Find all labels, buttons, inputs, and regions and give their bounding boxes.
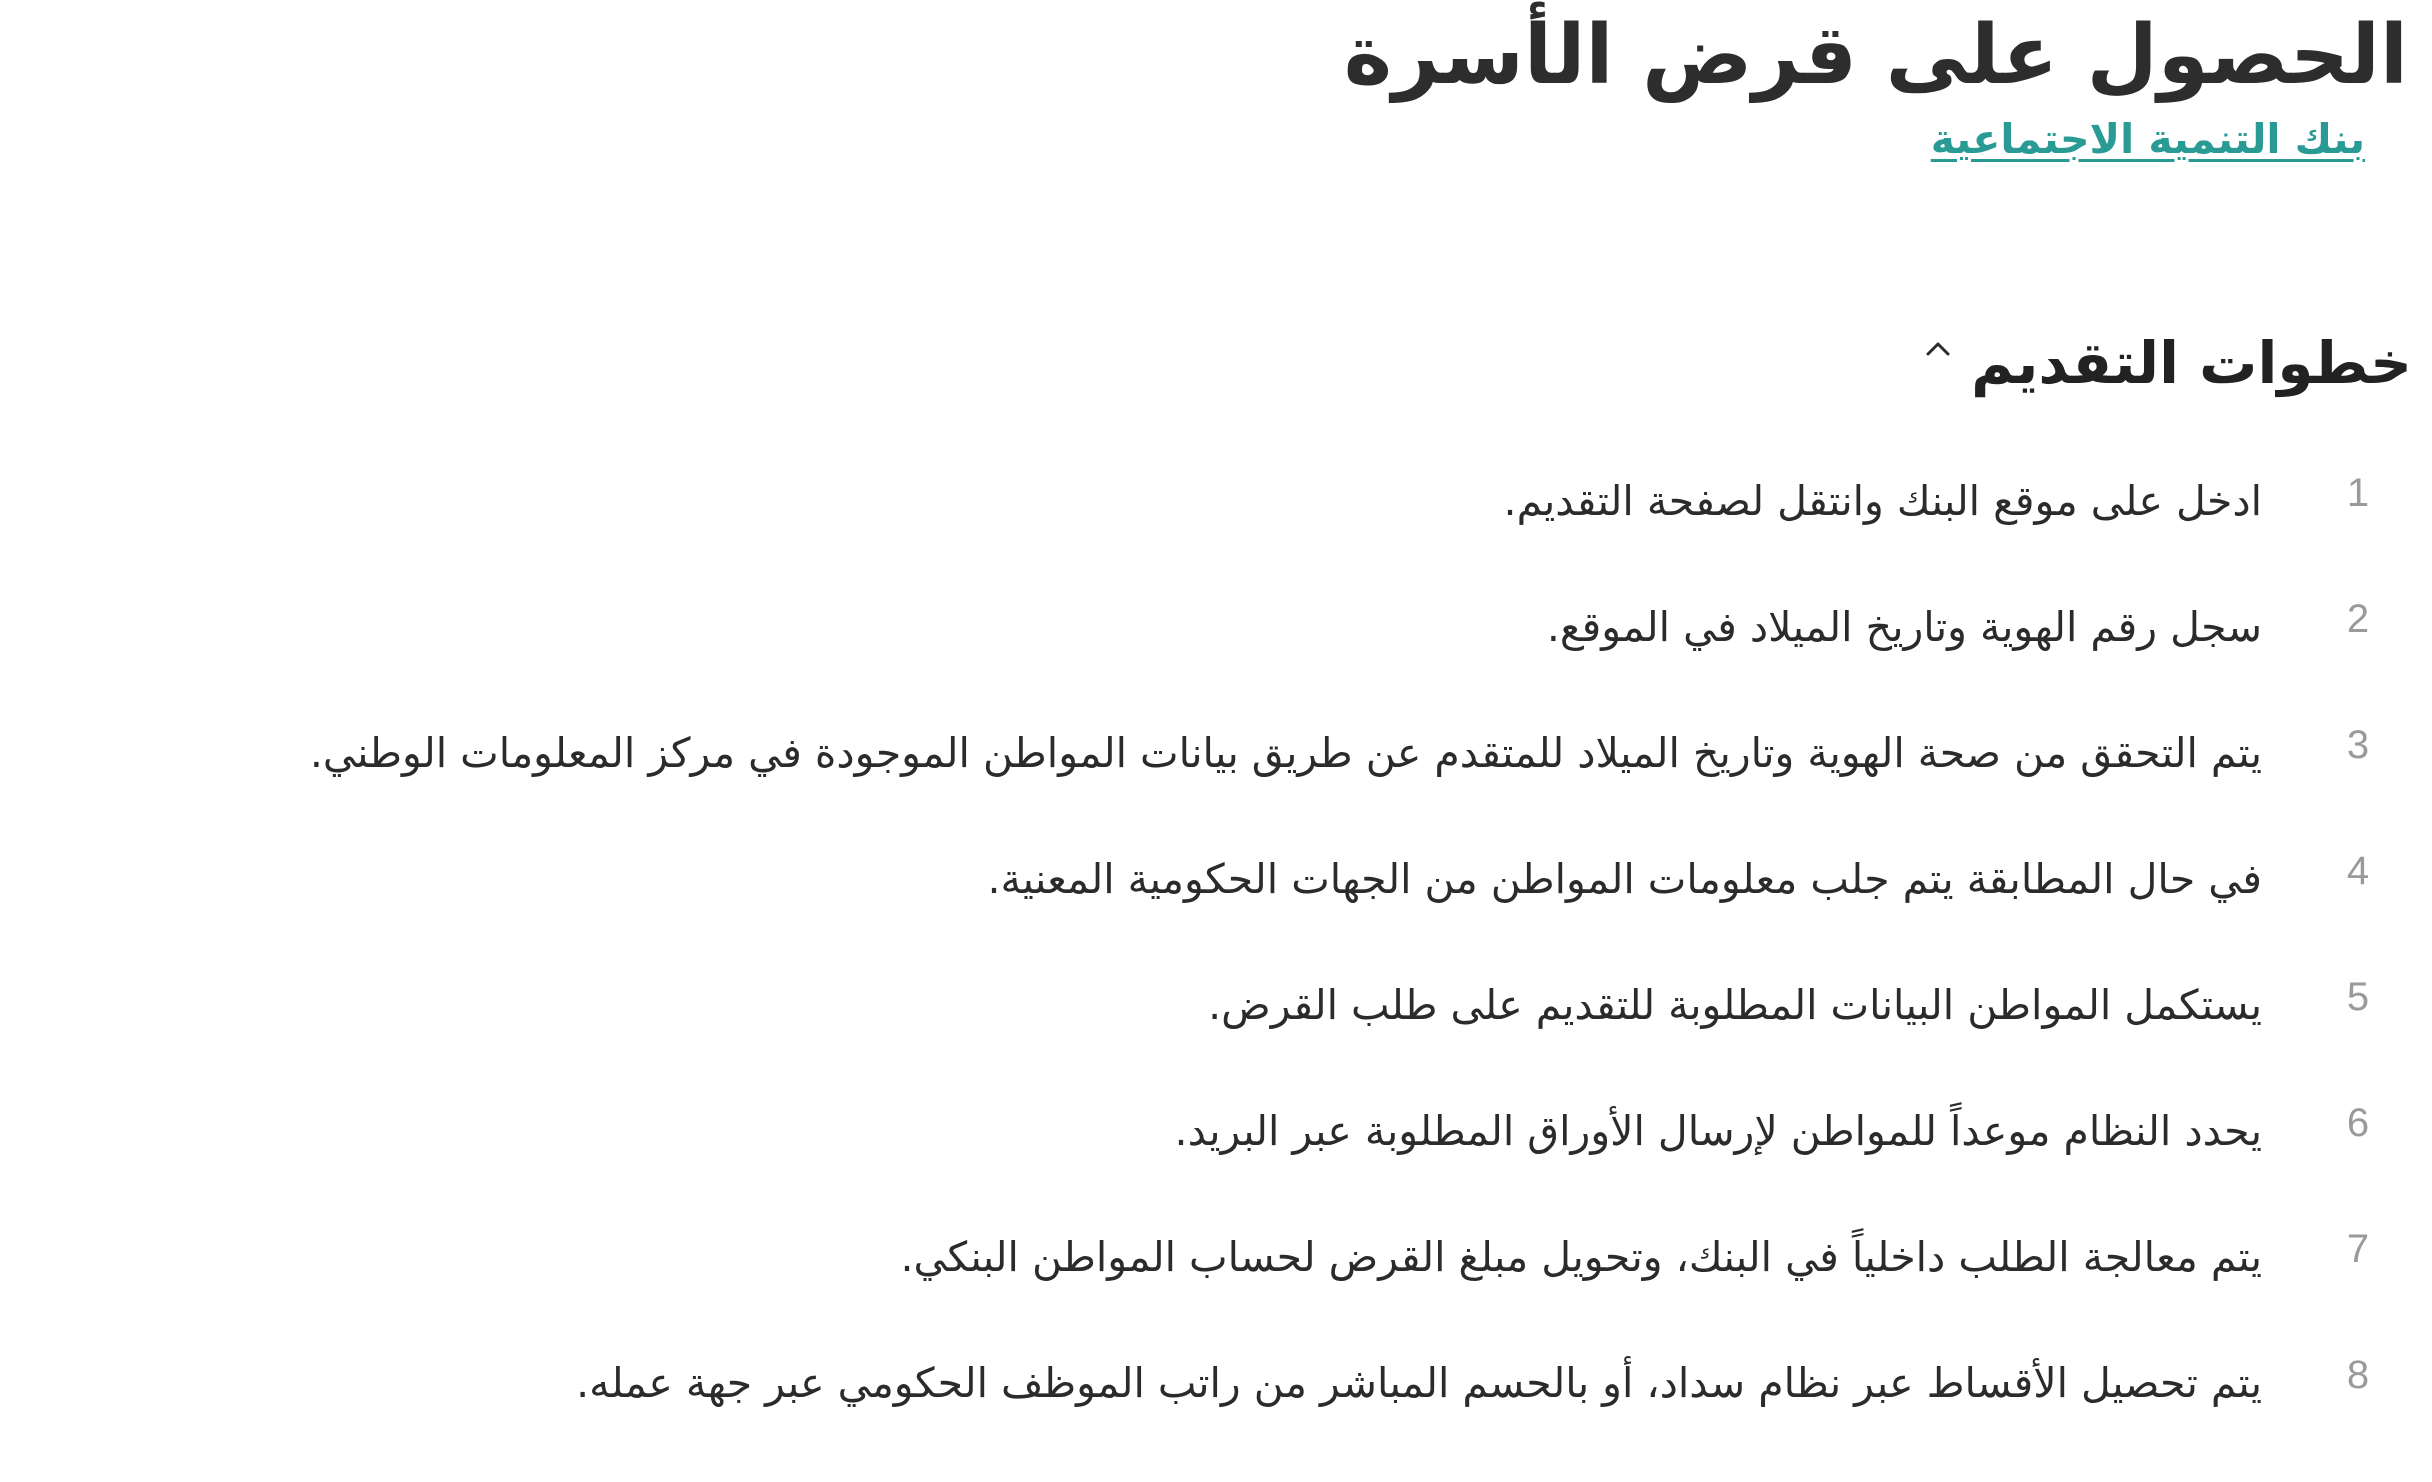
- step-number: 7: [2346, 1227, 2370, 1271]
- provider-link[interactable]: بنك التنمية الاجتماعية: [1930, 115, 2365, 163]
- list-item: [0, 1208, 2432, 1334]
- list-item: [0, 452, 2432, 578]
- section-title: خطوات التقديم: [1971, 329, 2412, 397]
- page-title: الحصول على قرض الأسرة: [1343, 8, 2408, 103]
- list-item: [0, 704, 2432, 830]
- step-text: يتم معالجة الطلب داخلياً في البنك، وتحويل مبلغ القرض لحساب المواطن البنكي.: [900, 1233, 2262, 1281]
- step-number: 4: [2346, 849, 2370, 893]
- list-item: [0, 830, 2432, 956]
- list-item: [0, 956, 2432, 1082]
- step-text: ادخل على موقع البنك وانتقل لصفحة التقديم.: [1503, 477, 2262, 525]
- step-text: في حال المطابقة يتم جلب معلومات المواطن من الجهات الحكومية المعنية.: [987, 855, 2262, 903]
- step-number: 2: [2346, 597, 2370, 641]
- step-number: 5: [2346, 975, 2370, 1019]
- step-number: 8: [2346, 1353, 2370, 1397]
- step-text: سجل رقم الهوية وتاريخ الميلاد في الموقع.: [1546, 603, 2262, 651]
- step-number: 3: [2346, 723, 2370, 767]
- list-item: [0, 578, 2432, 704]
- list-item: [0, 1082, 2432, 1208]
- step-text: يتم تحصيل الأقساط عبر نظام سداد، أو بالحسم المباشر من راتب الموظف الحكومي عبر جهة عمله.: [576, 1359, 2262, 1407]
- chevron-up-icon[interactable]: [1923, 334, 1953, 364]
- step-text: يستكمل المواطن البيانات المطلوبة للتقديم على طلب القرض.: [1208, 981, 2262, 1029]
- list-item: [0, 1334, 2432, 1460]
- step-text: يتم التحقق من صحة الهوية وتاريخ الميلاد للمتقدم عن طريق بيانات المواطن الموجودة في مركز المعلومات الوطني.: [309, 729, 2262, 777]
- section-toggle[interactable]: [1923, 318, 2412, 408]
- step-number: 1: [2346, 471, 2370, 515]
- step-text: يحدد النظام موعداً للمواطن لإرسال الأوراق المطلوبة عبر البريد.: [1174, 1107, 2262, 1155]
- steps-list: [0, 452, 2432, 1460]
- step-number: 6: [2346, 1101, 2370, 1145]
